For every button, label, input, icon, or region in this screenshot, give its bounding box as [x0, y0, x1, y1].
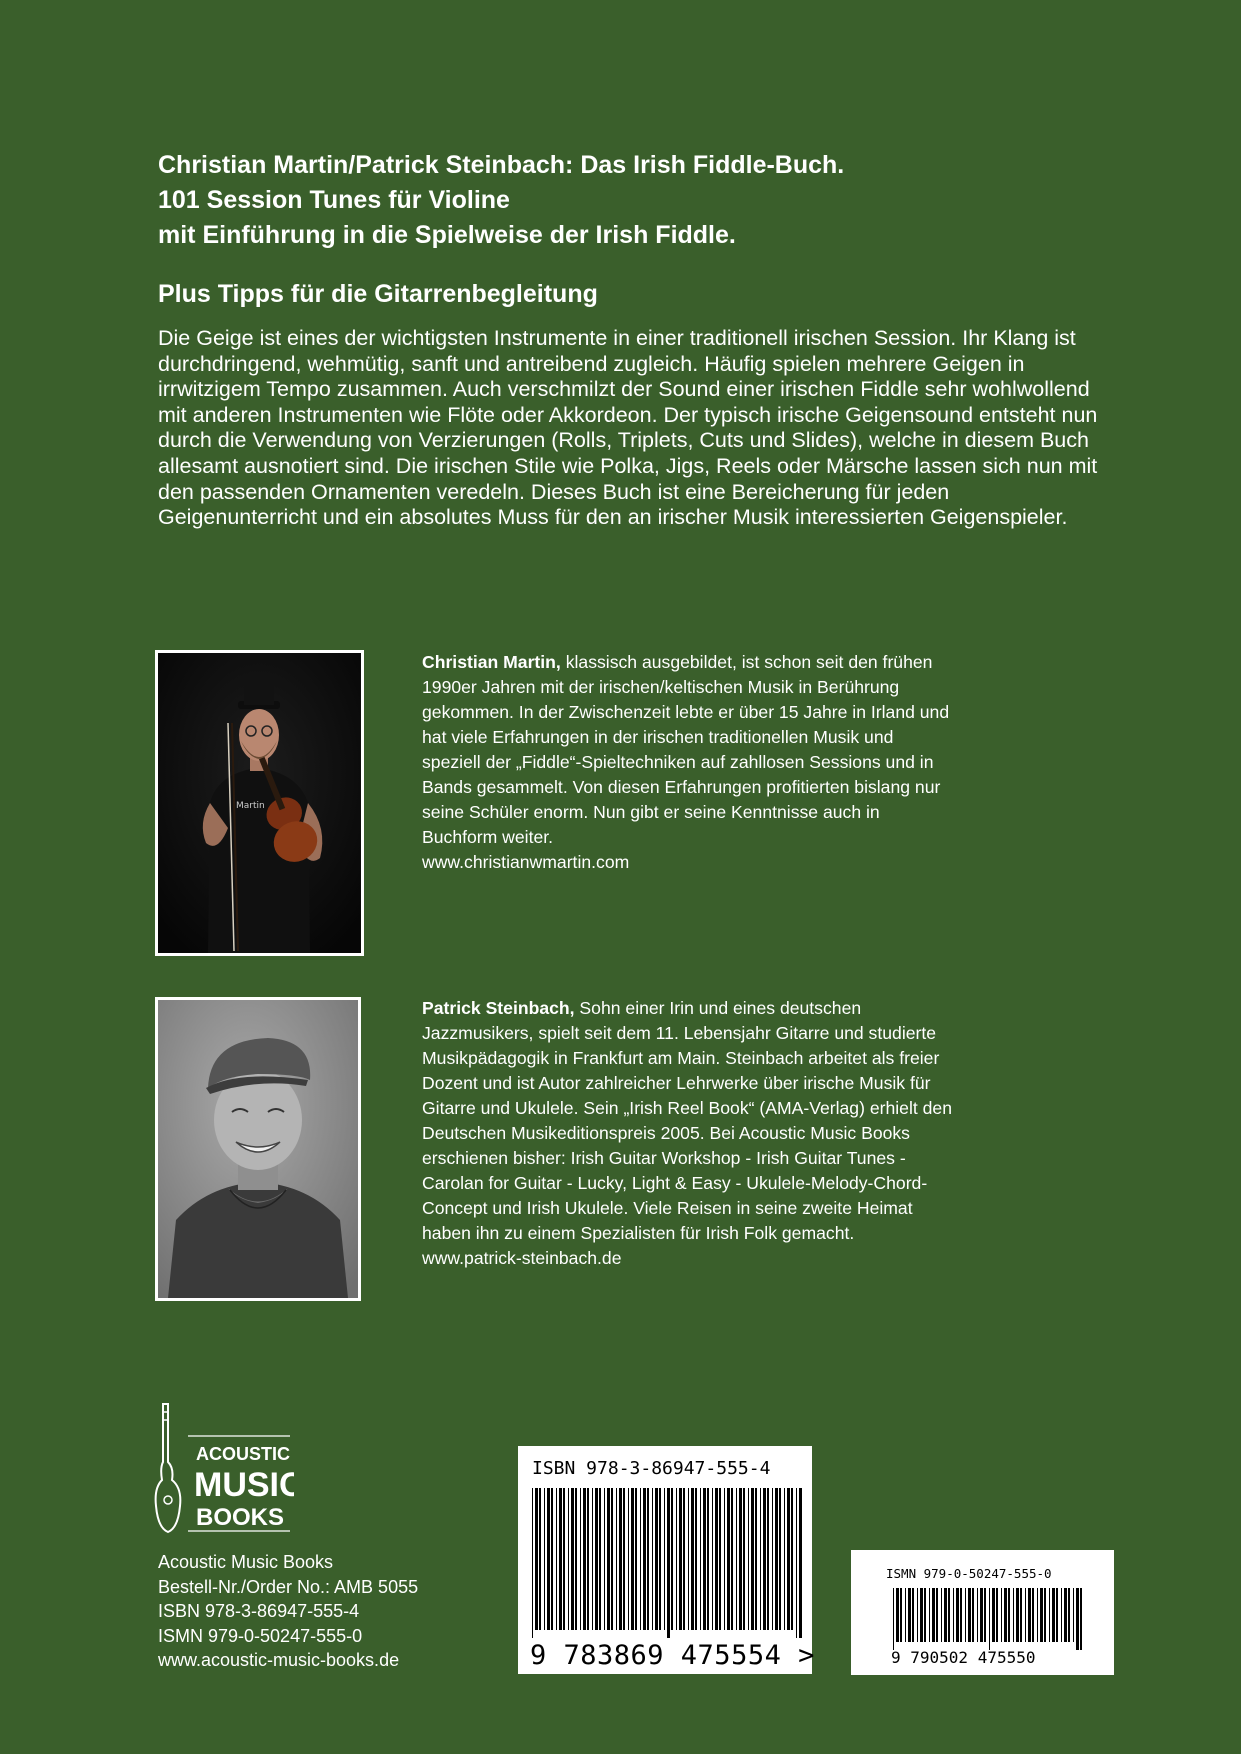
- barcode-bar: [727, 1488, 730, 1630]
- barcode-bar: [784, 1488, 785, 1630]
- barcode-bar: [676, 1488, 677, 1630]
- barcode-bar: [760, 1488, 761, 1630]
- barcode-bar: [724, 1488, 725, 1630]
- barcode-bar: [719, 1488, 721, 1630]
- barcode-bar: [587, 1488, 589, 1630]
- imprint-isbn: ISBN 978-3-86947-555-4: [158, 1601, 360, 1621]
- barcode-bar: [631, 1488, 634, 1630]
- barcode-bar: [571, 1488, 574, 1630]
- barcode-bar: [932, 1588, 935, 1642]
- barcode-bar: [1064, 1588, 1067, 1642]
- barcode-bar: [580, 1488, 581, 1630]
- barcode-bar: [1076, 1588, 1079, 1650]
- imprint-order-number: Bestell-Nr./Order No.: AMB 5055: [158, 1576, 419, 1597]
- barcode-bar: [893, 1588, 894, 1650]
- barcode-bar: [941, 1588, 942, 1642]
- barcode-bar: [599, 1488, 601, 1630]
- author-bio-text: Sohn einer Irin und eines deutschen Jazzmusikers, spielt seit dem 11. Lebensjahr Gitarre und studierte Musikpädagogik in Frankfurt am Main. Steinbach arbeitet als freier Dozent und ist Autor zahlreicher Lehrwerke über irische Musik für Gitarre und Ukulele. Sein „Irish Reel Book“ (AMA-Verlag) erhielt den Deutschen Musikeditionspreis 2005. Bei Acoustic Music Books erschienen bisher: Irish Guitar Workshop - Irish Guitar Tunes - Carolan for Guitar - Lucky, Light & Easy - Ukulele-Melody-Chord-Concept und Irish Ukulele. Viele Reisen in seine zweite Heimat haben ihn zu einem Spezialisten für Irish Folk gemacht.: [422, 998, 952, 1243]
- isbn-barcode-digits: 9 783869 475554 >: [530, 1640, 815, 1671]
- author-photo-christian-martin: [155, 650, 364, 956]
- barcode-bar: [1061, 1588, 1062, 1642]
- barcode-bar: [712, 1488, 713, 1630]
- barcode-bar: [936, 1588, 938, 1642]
- barcode-bar: [1013, 1588, 1014, 1642]
- barcode-bar: [796, 1488, 797, 1638]
- barcode-bar: [647, 1488, 649, 1630]
- barcode-bar: [691, 1488, 694, 1630]
- barcode-bar: [924, 1588, 926, 1642]
- book-description: Die Geige ist eines der wichtigsten Instrumente in einer traditionell irischen Session. Ihr Klang ist durchdringend, wehmütig, sanft und antreibend zugleich. Häufig spielen mehrere Geigen in irrwitzigem Tempo zusammen. Auch verschmilzt der Sound einer irischen Fiddle sehr wohlwollend mit anderen Instrumenten wie Flöte oder Akkordeon. Der typisch irische Geigensound entsteht nun durch die Verwendung von Verzierungen (Rolls, Triplets, Cuts und Slides), welche in diesem Buch allesamt ausnotiert sind. Die irischen Stile wie Polka, Jigs, Reels oder Märsche lassen sich nun mit den passenden Ornamenten veredeln. Dieses Buch ist eine Bereicherung für jeden Geigenunterricht und ein absolutes Muss für den an irischer Musik interessierten Geigenspieler.: [158, 326, 1098, 530]
- barcode-bar: [977, 1588, 978, 1642]
- title-line-3: mit Einführung in die Spielweise der Irish Fiddle.: [158, 221, 736, 249]
- barcode-bar: [535, 1488, 538, 1630]
- barcode-bar: [896, 1588, 899, 1642]
- acoustic-music-books-logo: [154, 1402, 294, 1536]
- barcode-bar: [1016, 1588, 1019, 1642]
- barcode-bar: [688, 1488, 689, 1630]
- barcode-bar: [539, 1488, 541, 1630]
- barcode-bar: [559, 1488, 562, 1630]
- barcode-bar: [1037, 1588, 1038, 1642]
- barcode-bar: [917, 1588, 918, 1642]
- barcode-bar: [1032, 1588, 1034, 1642]
- barcode-bar: [905, 1588, 906, 1642]
- barcode-bar: [1056, 1588, 1058, 1642]
- barcode-bar: [1044, 1588, 1046, 1642]
- guitar-logo-icon: [154, 1402, 294, 1536]
- barcode-bar: [655, 1488, 658, 1630]
- barcode-bar: [611, 1488, 613, 1630]
- barcode-bar: [715, 1488, 718, 1630]
- isbn-barcode-bars: [532, 1488, 802, 1638]
- barcode-bar: [604, 1488, 605, 1630]
- barcode-bar: [984, 1588, 986, 1642]
- svg-text:Martin: Martin: [236, 801, 265, 811]
- barcode-bar: [739, 1488, 742, 1630]
- barcode-bar: [575, 1488, 577, 1630]
- title-line-1: Christian Martin/Patrick Steinbach: Das Irish Fiddle-Buch.: [158, 151, 845, 179]
- imprint-ismn: ISMN 979-0-50247-555-0: [158, 1625, 363, 1646]
- isbn-barcode-label: ISBN 978-3-86947-555-4: [532, 1458, 771, 1479]
- author-name: Christian Martin,: [422, 652, 561, 672]
- author-website[interactable]: www.christianwmartin.com: [422, 852, 630, 872]
- logo-line-1: ACOUSTIC: [196, 1444, 290, 1464]
- barcode-bar: [779, 1488, 781, 1630]
- barcode-bar: [695, 1488, 697, 1630]
- barcode-bar: [989, 1588, 990, 1650]
- guitarist-portrait-image: [158, 1000, 358, 1298]
- barcode-bar: [1073, 1588, 1074, 1642]
- barcode-bar: [763, 1488, 766, 1630]
- barcode-bar: [664, 1488, 665, 1630]
- barcode-bar: [960, 1588, 962, 1642]
- barcode-bar: [1028, 1588, 1031, 1642]
- isbn-barcode: [518, 1446, 815, 1674]
- barcode-bar: [1068, 1588, 1070, 1642]
- barcode-bar: [583, 1488, 586, 1630]
- barcode-bar: [551, 1488, 553, 1630]
- book-subtitle: Plus Tipps für die Gitarrenbegleitung: [158, 280, 598, 308]
- barcode-bar: [992, 1588, 995, 1642]
- barcode-bar: [679, 1488, 682, 1630]
- barcode-bar: [787, 1488, 790, 1630]
- barcode-bar: [652, 1488, 653, 1630]
- barcode-bar: [736, 1488, 737, 1630]
- barcode-bar: [751, 1488, 754, 1630]
- barcode-bar: [980, 1588, 983, 1642]
- barcode-bar: [607, 1488, 610, 1630]
- barcode-bar: [944, 1588, 947, 1642]
- book-title: [158, 148, 1138, 253]
- barcode-bar: [743, 1488, 745, 1630]
- barcode-bar: [707, 1488, 709, 1630]
- barcode-bar: [544, 1488, 545, 1630]
- barcode-bar: [616, 1488, 617, 1630]
- ismn-barcode-label: ISMN 979-0-50247-555-0: [886, 1566, 1052, 1581]
- publisher-imprint: [158, 1550, 418, 1673]
- logo-line-3: BOOKS: [196, 1504, 285, 1531]
- barcode-bar: [640, 1488, 641, 1630]
- barcode-bar: [948, 1588, 950, 1642]
- barcode-bar: [731, 1488, 733, 1630]
- barcode-bar: [643, 1488, 646, 1630]
- author-name: Patrick Steinbach,: [422, 998, 575, 1018]
- barcode-bar: [900, 1588, 902, 1642]
- barcode-bar: [755, 1488, 757, 1630]
- author-bio-christian-martin: [422, 650, 952, 875]
- barcode-bar: [1001, 1588, 1002, 1642]
- barcode-bar: [683, 1488, 685, 1630]
- barcode-bar: [775, 1488, 778, 1630]
- barcode-bar: [965, 1588, 966, 1642]
- barcode-bar: [791, 1488, 793, 1630]
- barcode-bar: [748, 1488, 749, 1630]
- barcode-bar: [659, 1488, 661, 1630]
- barcode-bar: [568, 1488, 569, 1630]
- barcode-bar: [908, 1588, 911, 1642]
- title-line-2: 101 Session Tunes für Violine: [158, 186, 510, 214]
- barcode-bar: [799, 1488, 802, 1638]
- barcode-bar: [619, 1488, 622, 1630]
- barcode-bar: [563, 1488, 565, 1630]
- barcode-bar: [956, 1588, 959, 1642]
- barcode-bar: [1080, 1588, 1082, 1650]
- barcode-bar: [623, 1488, 625, 1630]
- logo-line-2: MUSIC: [194, 1466, 294, 1504]
- barcode-bar: [972, 1588, 974, 1642]
- ismn-barcode-digits: 9 790502 475550: [891, 1648, 1036, 1667]
- barcode-bar: [1025, 1588, 1026, 1642]
- author-bio-text: klassisch ausgebildet, ist schon seit den frühen 1990er Jahren mit der irischen/keltischen Musik in Berührung gekommen. In der Zwischenzeit lebte er über 15 Jahre in Irland und hat viele Erfahrungen in der irischen traditionellen Musik und speziell der „Fiddle“-Spieltechniken auf zahllosen Sessions und in Bands gesammelt. Von diesen Erfahrungen profitierten bislang nur seine Schüler enorm. Nun gibt er seine Kenntnisse auch in Buchform weiter.: [422, 652, 950, 847]
- imprint-website[interactable]: www.acoustic-music-books.de: [158, 1650, 400, 1670]
- barcode-bar: [532, 1488, 533, 1638]
- barcode-bar: [671, 1488, 673, 1630]
- barcode-bar: [912, 1588, 914, 1642]
- barcode-bar: [1004, 1588, 1007, 1642]
- imprint-publisher: Acoustic Music Books: [158, 1552, 334, 1572]
- barcode-bar: [635, 1488, 637, 1630]
- barcode-bar: [1052, 1588, 1055, 1642]
- barcode-bar: [700, 1488, 701, 1630]
- ismn-barcode: [851, 1550, 1114, 1675]
- barcode-bar: [953, 1588, 954, 1642]
- ismn-barcode-bars: [893, 1588, 1083, 1650]
- barcode-bar: [1020, 1588, 1022, 1642]
- barcode-bar: [667, 1488, 670, 1638]
- author-photo-patrick-steinbach: [155, 997, 361, 1301]
- barcode-bar: [996, 1588, 998, 1642]
- barcode-bar: [772, 1488, 773, 1630]
- author-website[interactable]: www.patrick-steinbach.de: [422, 1248, 622, 1268]
- barcode-bar: [556, 1488, 557, 1630]
- barcode-bar: [547, 1488, 550, 1630]
- violinist-portrait-image: [158, 653, 361, 953]
- barcode-bar: [703, 1488, 706, 1630]
- barcode-bar: [1040, 1588, 1043, 1642]
- barcode-bar: [1008, 1588, 1010, 1642]
- author-bio-patrick-steinbach: [422, 996, 952, 1271]
- barcode-bar: [929, 1588, 930, 1642]
- barcode-bar: [920, 1588, 923, 1642]
- barcode-bar: [592, 1488, 593, 1630]
- barcode-bar: [968, 1588, 971, 1642]
- barcode-bar: [767, 1488, 769, 1630]
- barcode-bar: [595, 1488, 598, 1630]
- barcode-bar: [1049, 1588, 1050, 1642]
- barcode-bar: [628, 1488, 629, 1630]
